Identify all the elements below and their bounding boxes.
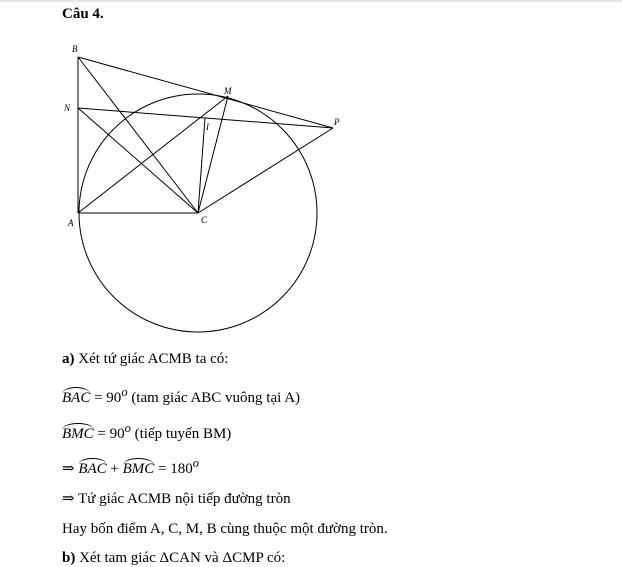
segment-NC: [78, 108, 198, 213]
part-a-line4: ⇒ Tứ giác ACMB nội tiếp đường tròn: [62, 491, 291, 507]
part-a-line1: BAC = $90^o$ (tam giác ABC vuông tại A): [62, 385, 301, 406]
angle-BAC-sum: BAC: [78, 458, 106, 478]
label-P: P: [334, 117, 340, 127]
part-a-line3: ⇒ BAC + BMC = $180^o$: [62, 456, 200, 477]
angle-BMC-sum: BMC: [123, 458, 155, 478]
angle-BMC: BMC: [62, 423, 94, 443]
segment-BC: [78, 57, 198, 213]
segment-CP: [198, 128, 333, 213]
label-C: C: [201, 215, 208, 225]
part-a-intro: a) Xét tứ giác ACMB ta có:: [62, 351, 229, 367]
part-a-line5: Hay bốn điểm A, C, M, B cùng thuộc một đường tròn.: [62, 521, 388, 537]
label-B: B: [72, 44, 78, 54]
implies-arrow: ⇒: [62, 491, 75, 507]
angle-BAC: BAC: [62, 387, 90, 407]
label-A: A: [68, 218, 74, 228]
part-a-line2: BMC = $90^o$ (tiếp tuyến BM): [62, 421, 232, 442]
part-b-intro: b) Xét tam giác ΔCAN và ΔCMP có:: [62, 550, 286, 566]
implies-arrow: ⇒: [62, 461, 75, 477]
label-I: I: [206, 122, 209, 132]
label-N: N: [64, 103, 71, 113]
question-heading: Câu 4.: [62, 6, 104, 22]
label-M: M: [224, 86, 232, 96]
tangent-BP: [78, 57, 333, 128]
